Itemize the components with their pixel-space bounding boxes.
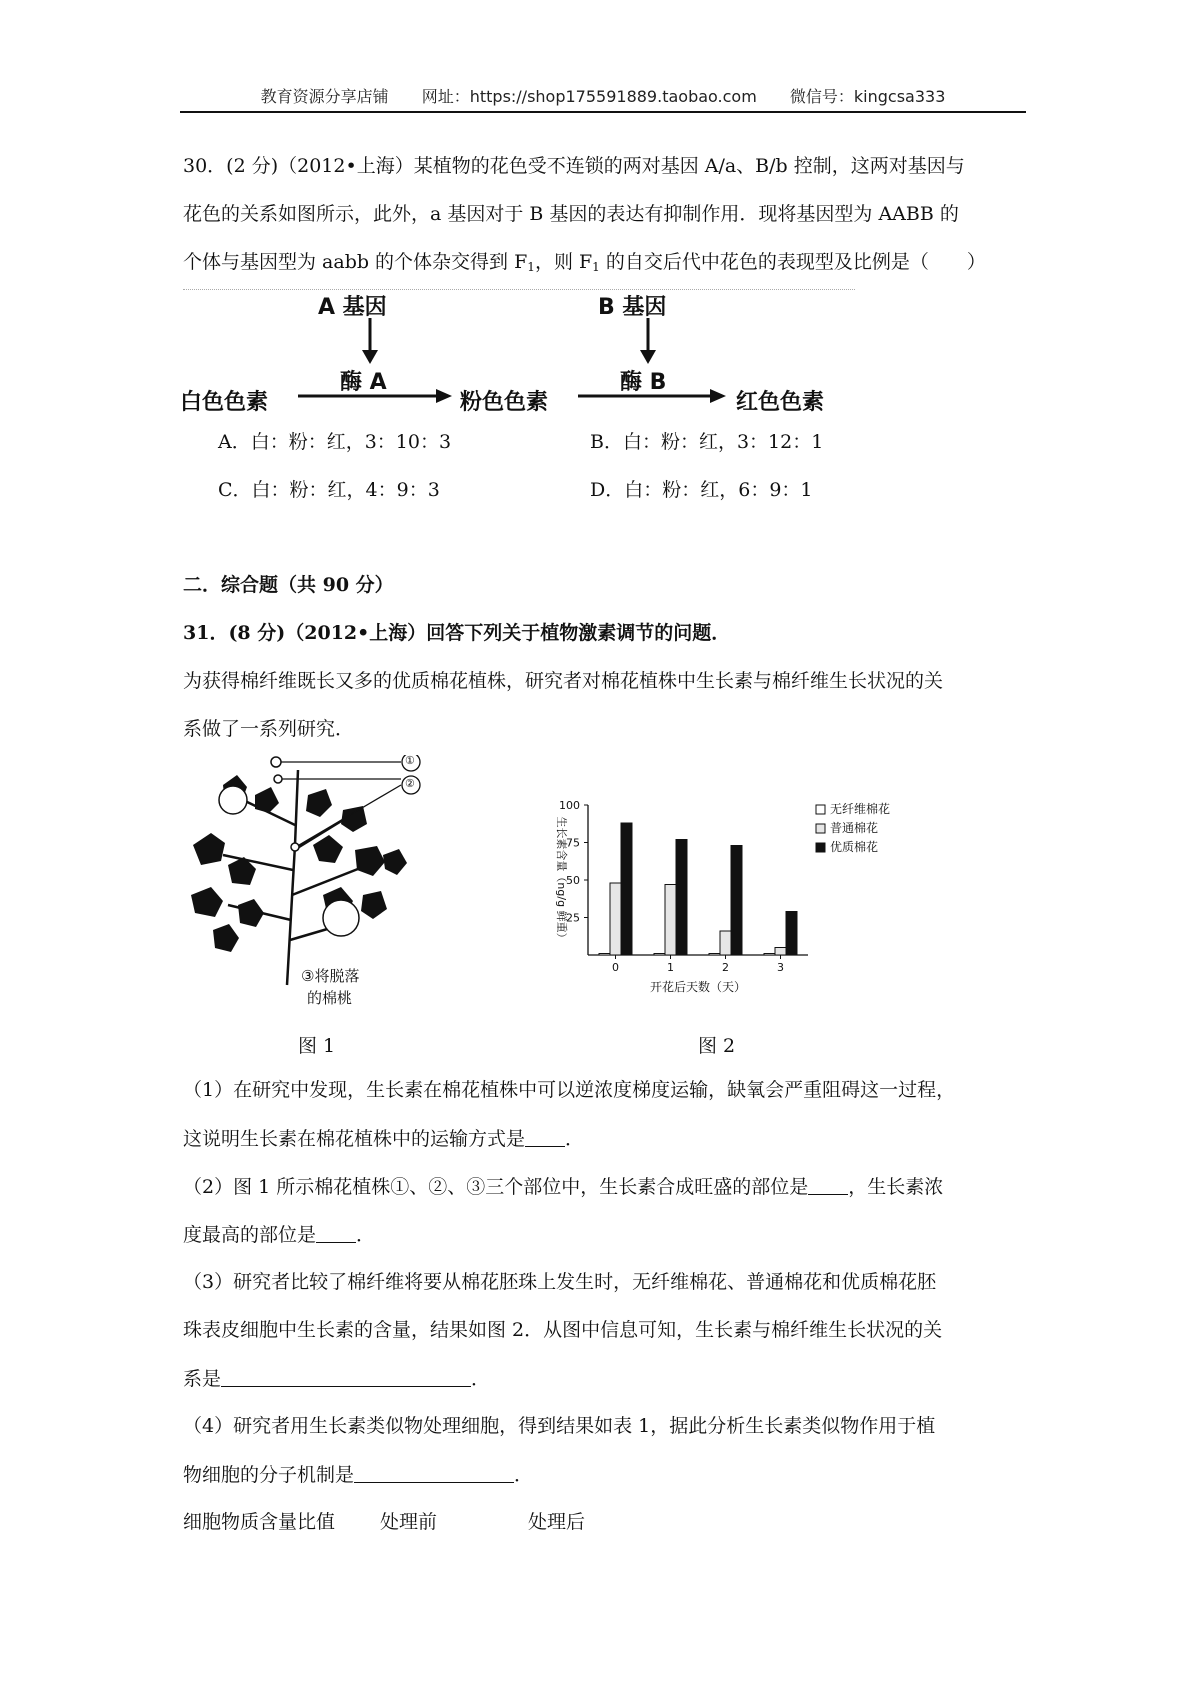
q31-part4-line2: 物细胞的分子机制是 ．	[183, 1464, 534, 1486]
bar	[610, 883, 621, 955]
bar	[764, 954, 775, 956]
figure-2-caption: 图 2	[698, 1035, 736, 1057]
page-header	[180, 84, 1026, 107]
option-d: D．白：粉：红，6：9：1	[590, 479, 813, 501]
q31-intro-line1: 为获得棉纤维既长又多的优质棉花植株，研究者对棉花植株中生长素与棉纤维生长状况的关	[183, 670, 944, 692]
answer-blank-5[interactable]	[354, 1464, 514, 1483]
q31-part1-line1: （1）在研究中发现，生长素在棉花植株中可以逆浓度梯度运输，缺氧会严重阻碍这一过程，	[183, 1079, 956, 1101]
pink-pigment-label: 粉色色素	[460, 390, 549, 415]
table-header-col2: 处理后	[528, 1511, 586, 1533]
marker-3-line2: 的棉桃	[307, 989, 353, 1007]
bar	[599, 954, 610, 956]
y-tick-label: 25	[566, 911, 580, 925]
q31-intro-line2: 系做了一系列研究．	[183, 718, 355, 740]
bar	[720, 931, 731, 955]
legend-swatch	[816, 843, 825, 852]
bar	[709, 954, 720, 956]
figure-1	[183, 755, 463, 1020]
y-axis-title: 生长素含量（ng/g 鲜重）	[555, 816, 568, 944]
wechat-id: 微信号：kingcsa333	[789, 87, 946, 106]
red-pigment-label: 红色色素	[736, 390, 825, 415]
bar	[775, 948, 786, 956]
x-axis-title: 开花后天数（天）	[649, 980, 747, 994]
option-b: B．白：粉：红，3：12：1	[590, 431, 824, 453]
x-tick-label: 2	[722, 961, 729, 974]
q31-part3-line1: （3）研究者比较了棉纤维将要从棉花胚珠上发生时，无纤维棉花、普通棉花和优质棉花胚	[183, 1271, 937, 1293]
x-tick-label: 0	[612, 961, 619, 974]
enzyme-b-label: 酶 B	[620, 370, 667, 395]
enzyme-a-label: 酶 A	[340, 370, 387, 395]
marker-3-line1: ③将脱落	[301, 967, 360, 985]
legend-swatch	[816, 824, 825, 833]
pathway-diagram	[180, 290, 860, 415]
legend-swatch	[816, 805, 825, 814]
shop-name: 教育资源分享店铺	[260, 87, 389, 106]
q31-part3-line3: 系是 ．	[183, 1368, 491, 1390]
header-divider	[180, 111, 1026, 113]
bar	[731, 846, 742, 956]
q31-part4-line1: （4）研究者用生长素类似物处理细胞，得到结果如表 1，据此分析生长素类似物作用于植	[183, 1415, 936, 1437]
q30-line1: 30．(2 分)（2012•上海）某植物的花色受不连锁的两对基因 A/a、B/b 控制，这两对基因与	[183, 155, 965, 177]
legend-label: 普通棉花	[830, 821, 879, 835]
q31-part1-line2: 这说明生长素在棉花植株中的运输方式是 ．	[183, 1128, 585, 1150]
answer-blank-1[interactable]	[525, 1128, 565, 1147]
auxin-bar-chart	[518, 795, 918, 995]
table-header-col1: 处理前	[380, 1511, 438, 1533]
bar	[665, 885, 676, 956]
q31-title: 31．(8 分)（2012•上海）回答下列关于植物激素调节的问题．	[183, 622, 731, 644]
answer-blank-3[interactable]	[316, 1224, 356, 1243]
q31-part3-line2: 珠表皮细胞中生长素的含量，结果如图 2．从图中信息可知，生长素与棉纤维生长状况的关	[183, 1319, 943, 1341]
legend-label: 无纤维棉花	[830, 802, 891, 816]
x-tick-label: 3	[777, 961, 784, 974]
q30-line2: 花色的关系如图所示，此外，a 基因对于 B 基因的表达有抑制作用．现将基因型为 AABB 的	[183, 203, 959, 225]
y-tick-label: 50	[566, 874, 580, 887]
table-header-col0: 细胞物质含量比值	[183, 1511, 336, 1533]
white-pigment-label: 白色色素	[180, 390, 269, 415]
option-a: A．白：粉：红，3：10：3	[218, 431, 452, 453]
y-tick-label: 75	[566, 836, 580, 850]
bar	[654, 954, 665, 956]
bar	[676, 840, 687, 956]
q31-part2-line1: （2）图 1 所示棉花植株①、②、③三个部位中，生长素合成旺盛的部位是 ，生长素浓	[183, 1176, 944, 1198]
gene-a-label: A 基因	[318, 295, 387, 320]
answer-blank-2[interactable]	[808, 1176, 848, 1195]
bar	[786, 912, 797, 956]
q31-part2-line2: 度最高的部位是 ．	[183, 1224, 376, 1246]
marker-2: ②	[405, 777, 415, 790]
answer-blank-4[interactable]	[221, 1368, 471, 1387]
legend-label: 优质棉花	[830, 840, 879, 854]
gene-b-label: B 基因	[598, 295, 667, 320]
section-heading: 二．综合题（共 90 分）	[183, 574, 394, 596]
shop-url: 网址：https://shop175591889.taobao.com	[421, 87, 757, 106]
marker-1: ①	[405, 754, 415, 767]
y-tick-label: 100	[559, 799, 580, 812]
q30-line3: 个体与基因型为 aabb 的个体杂交得到 $F_1$，则 $F_1$ 的自交后代中花色的表现型及比例是（ ）	[183, 251, 986, 274]
figure-1-caption: 图 1	[298, 1035, 336, 1057]
figure-2	[518, 795, 918, 995]
x-tick-label: 1	[667, 961, 674, 974]
option-c: C．白：粉：红，4：9：3	[218, 479, 440, 501]
bar	[621, 823, 632, 955]
